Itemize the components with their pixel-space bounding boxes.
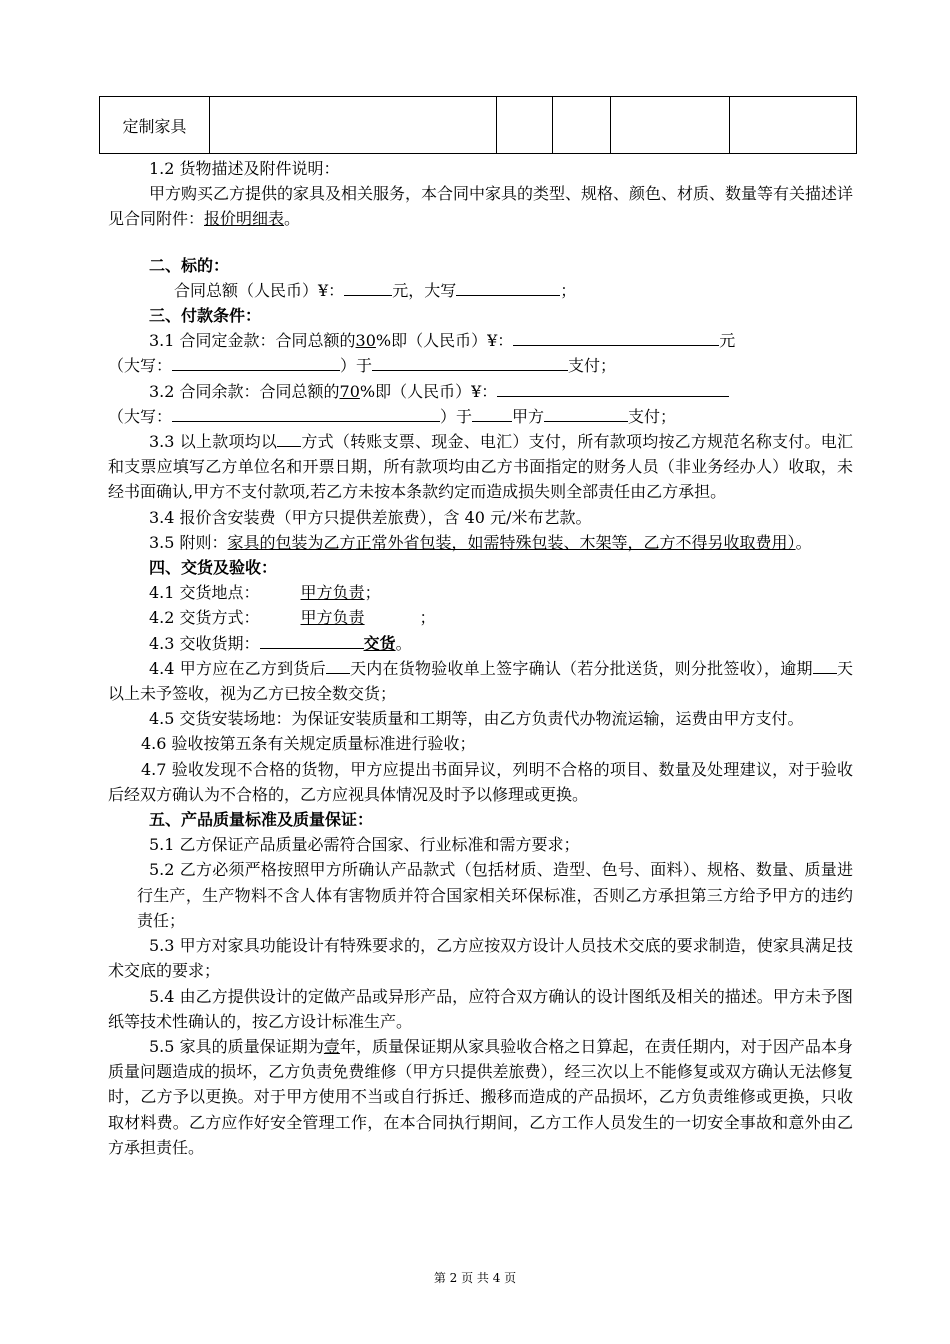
clause-4-6: 4.6 验收按第五条有关规定质量标准进行验收；: [141, 734, 476, 754]
section-2-heading: 二、标的：: [149, 255, 230, 275]
contract-body: [108, 156, 853, 1160]
deposit-amount-blank[interactable]: [513, 330, 719, 346]
appendix-terms: 家具的包装为乙方正常外省包装，如需特殊包装、木架等，乙方不得另收取费用）: [227, 532, 796, 552]
clause-4-4: 4.4 甲方应在乙方到货后 天内在货物验收单上签字确认（若分批送货，则分批签收），逾期 天以上未予签收，视为乙方已按全数交货；: [108, 658, 853, 704]
clause-3-2: 3.2 合同余款：合同总额的70%即（人民币）¥：: [108, 379, 853, 404]
balance-payee-blank[interactable]: [544, 406, 628, 422]
deposit-payee-blank[interactable]: [372, 355, 568, 371]
clause-5-1: 5.1 乙方保证产品质量必需符合国家、行业标准和需方要求；: [149, 835, 580, 855]
warranty-years: 壹: [323, 1036, 340, 1056]
table-row: [100, 97, 857, 154]
section-3-heading: 三、付款条件：: [149, 306, 262, 326]
clause-3-2-cont: （大写： ）于 甲方 支付；: [108, 406, 677, 426]
delivery-term: 交货: [363, 633, 396, 653]
clause-4-2: 4.2 交货方式： 甲方负责 ；: [108, 605, 853, 630]
clause-3-5: 3.5 附则：家具的包装为乙方正常外省包装，如需特殊包装、木架等，乙方不得另收取费用）。: [149, 532, 812, 552]
clause-3-1-cont: （大写： ）于 支付；: [108, 356, 617, 376]
clause-5-3: 5.3 甲方对家具功能设计有特殊要求的，乙方应按双方设计人员技术交底的要求制造，使家具满足技术交底的要求；: [108, 936, 853, 981]
table-cell: [210, 97, 497, 154]
balance-words-blank[interactable]: [172, 406, 440, 422]
delivery-method: 甲方负责: [300, 608, 365, 628]
clause-3-3: 3.3 以上款项均以 方式（转账支票、现金、电汇）支付，所有款项均按乙方规范名称支付。电汇和支票应填写乙方单位名和开票日期，所有款项均由乙方书面指定的财务人员（非业务经办人）收取，未经书面确认,甲方不支付款项,若乙方未按本条款约定而造成损失则全部责任由乙方承担。: [108, 432, 853, 502]
delivery-date-blank[interactable]: [260, 633, 364, 649]
clause-4-1: 4.1 交货地点： 甲方负责；: [108, 580, 853, 605]
payment-method-blank[interactable]: [277, 431, 301, 447]
clause-5-2: 5.2 乙方必须严格按照甲方所确认产品款式（包括材质、造型、色号、面料）、规格、数量、质量进行生产，生产物料不含人体有害物质并符合国家相关环保标准，否则乙方承担第三方给予甲方的违约责任；: [137, 860, 853, 930]
deposit-words-blank[interactable]: [172, 355, 340, 371]
clause-4-3: 4.3 交收货期： 交货。: [149, 633, 412, 653]
goods-table: [99, 96, 857, 154]
contract-total-line: 合同总额（人民币）¥： 元，大写 ；: [174, 280, 577, 300]
sign-days-blank[interactable]: [326, 658, 350, 674]
table-cell: [730, 97, 857, 154]
delivery-place: 甲方负责: [300, 583, 365, 603]
table-cell: [611, 97, 730, 154]
clause-3-4: 3.4 报价含安装费（甲方只提供差旅费），含 40 元/米布艺款。: [149, 507, 592, 527]
section-1-2-text: 甲方购买乙方提供的家具及相关服务，本合同中家具的类型、规格、颜色、材质、数量等有关描述详见合同附件：报价明细表。: [108, 184, 854, 229]
clause-5-5: 5.5 家具的质量保证期为壹年，质量保证期从家具验收合格之日算起，在责任期内，对于因产品本身质量问题造成的损坏，乙方负责免费维修（甲方只提供差旅费），经三次以上不能修复或双方确认无法修复时，乙方予以更换。对于甲方使用不当或自行拆迁、搬移而造成的产品损坏，乙方负责维修或更换，只收取材料费。乙方应作好安全管理工作，在本合同执行期间，乙方工作人员发生的一切安全事故和意外由乙方承担责任。: [108, 1036, 853, 1157]
clause-4-7: 4.7 验收发现不合格的货物，甲方应提出书面异议，列明不合格的项目、数量及处理建议，对于验收后经双方确认为不合格的，乙方应视具体情况及时予以修理或更换。: [108, 759, 853, 804]
clause-3-1: 3.1 合同定金款：合同总额的30%即（人民币）¥： 元: [149, 331, 736, 351]
amount-blank[interactable]: [344, 280, 392, 296]
table-cell-item: 定制家具: [100, 97, 210, 154]
attachment-name: 报价明细表: [204, 209, 285, 229]
overdue-days-blank[interactable]: [813, 658, 837, 674]
spacer: [108, 232, 853, 253]
section-5-heading: 五、产品质量标准及质量保证：: [149, 810, 374, 830]
balance-percent: 70: [339, 381, 360, 401]
amount-words-blank[interactable]: [456, 280, 560, 296]
table-cell: [497, 97, 553, 154]
section-1-2-title: 1.2 货物描述及附件说明：: [149, 159, 340, 178]
clause-4-5: 4.5 交货安装场地：为保证安装质量和工期等，由乙方负责代办物流运输，运费由甲方支付。: [149, 709, 804, 729]
table-cell: [553, 97, 611, 154]
clause-5-4: 5.4 由乙方提供设计的定做产品或异形产品，应符合双方确认的设计图纸及相关的描述。甲方未予图纸等技术性确认的，按乙方设计标准生产。: [108, 986, 853, 1031]
balance-date-blank[interactable]: [472, 406, 512, 422]
page-number: 第 2 页 共 4 页: [433, 1271, 517, 1285]
deposit-percent: 30: [355, 331, 376, 351]
balance-amount-blank[interactable]: [497, 381, 729, 397]
section-4-heading: 四、交货及验收：: [149, 558, 278, 578]
